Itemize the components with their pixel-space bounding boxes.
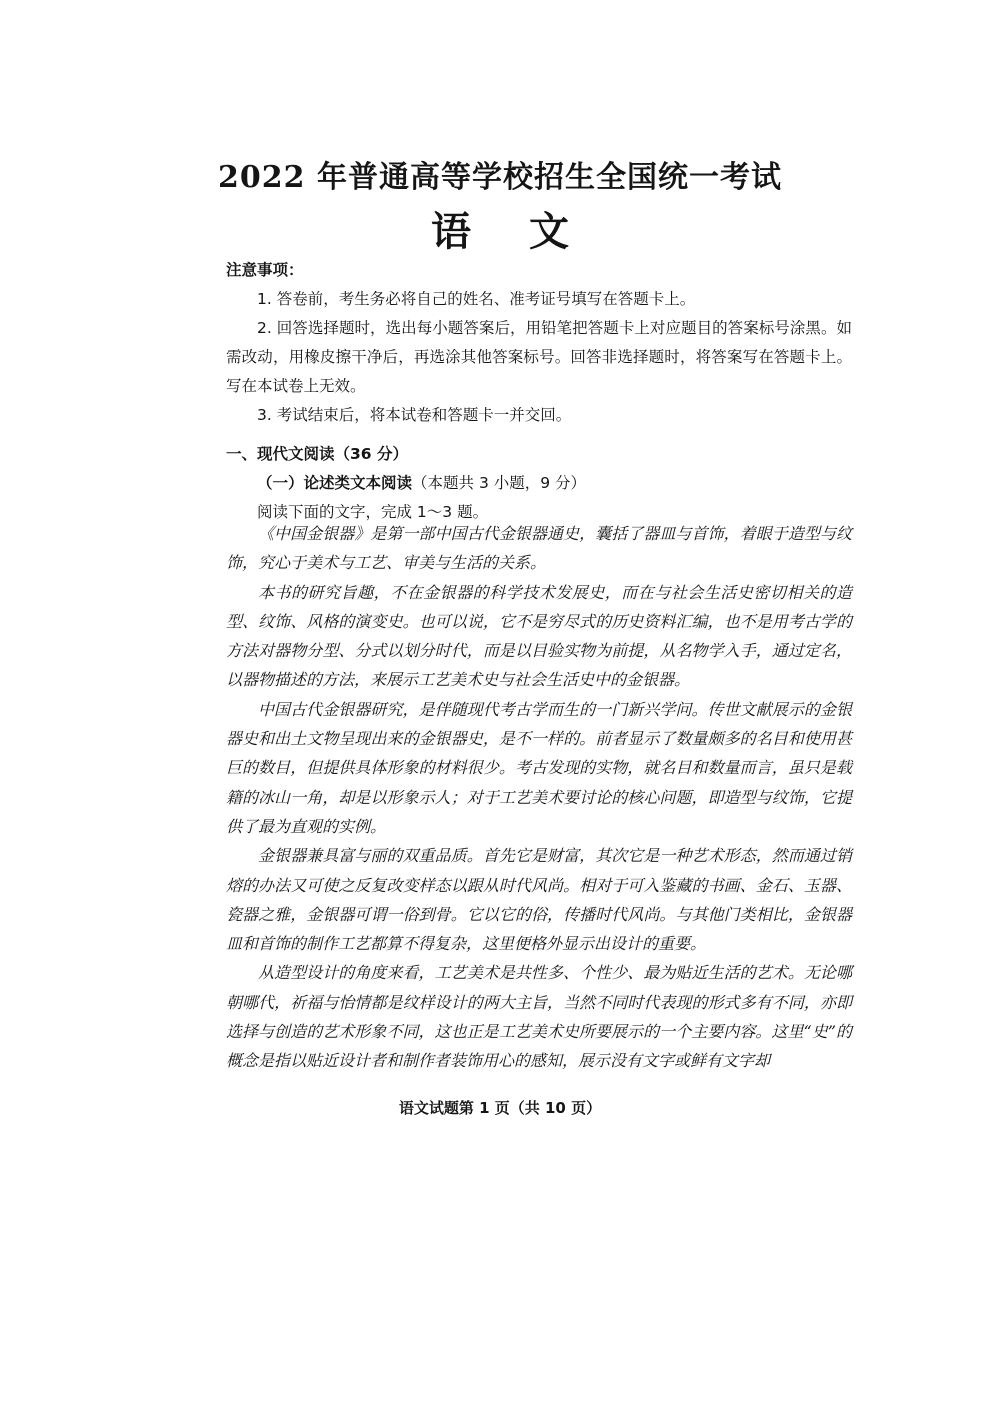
section-header [226,440,852,527]
passage-paragraph: 从造型设计的角度来看，工艺美术是共性多、个性少、最为贴近生活的艺术。无论哪朝哪代，祈福与怡情都是纹样设计的两大主旨，当然不同时代表现的形式多有不同，亦即选择与创造的艺术形象不同，这也正是工艺美术史所要展示的一个主要内容。这里“史”的概念是指以贴近设计者和制作者装饰用心的感知，展示没有文字或鲜有文字却 [226,963,852,1071]
subsection-heading [226,469,852,498]
passage-paragraph: 金银器兼具富与丽的双重品质。首先它是财富，其次它是一种艺术形态，然而通过销熔的办法又可使之反复改变样态以跟从时代风尚。相对于可入鉴藏的书画、金石、玉器、瓷器之雅，金银器可谓一俗到骨。它以它的俗，传播时代风尚。与其他门类相比，金银器皿和首饰的制作工艺都算不得复杂，这里便格外显示出设计的重要。 [226,846,852,954]
notice-block [226,256,852,430]
passage-paragraph: 本书的研究旨趣，不在金银器的科学技术发展史，而在与社会生活史密切相关的造型、纹饰、风格的演变史。也可以说，它不是穷尽式的历史资料汇编，也不是用考古学的方法对器物分型、分式以划分时代，而是以目验实物为前提，从名物学入手，通过定名，以器物描述的方法，来展示工艺美术史与社会生活史中的金银器。 [226,582,852,690]
passage-paragraph: 中国古代金银器研究，是伴随现代考古学而生的一门新兴学问。传世文献展示的金银器史和出土文物呈现出来的金银器史，是不一样的。前者显示了数量颇多的名目和使用甚巨的数目，但提供具体形象的材料很少。考古发现的实物，就名目和数量而言，虽只是载籍的冰山一角，却是以形象示人；对于工艺美术要讨论的核心问题，即造型与纹饰，它提供了最为直观的实例。 [226,699,852,836]
subsection-label: （一）论述类文本阅读 [257,474,413,492]
page-footer: 语文试题第 1 页（共 10 页） [398,1099,602,1117]
notice-item: 1. 答卷前，考生务必将自己的姓名、准考证号填写在答题卡上。 [257,290,696,308]
reading-passage [226,519,852,1076]
subject-title: 语文 [431,208,627,255]
subsection-detail: （本题共 3 小题，9 分） [412,474,587,492]
reading-instruction: 阅读下面的文字，完成 1～3 题。 [257,503,489,521]
section-heading: 一、现代文阅读（36 分） [226,445,408,463]
passage-paragraph: 《中国金银器》是第一部中国古代金银器通史，囊括了器皿与首饰，着眼于造型与纹饰，究心于美术与工艺、审美与生活的关系。 [226,524,852,573]
notice-heading: 注意事项： [226,261,304,279]
notice-item: 3. 考试结束后，将本试卷和答题卡一并交回。 [257,406,572,424]
notice-item: 2. 回答选择题时，选出每小题答案后，用铅笔把答题卡上对应题目的答案标号涂黑。如需改动，用橡皮擦干净后，再选涂其他答案标号。回答非选择题时，将答案写在答题卡上。写在本试卷上无效。 [226,319,852,395]
exam-title: 2022 年普通高等学校招生全国统一考试 [218,160,782,195]
